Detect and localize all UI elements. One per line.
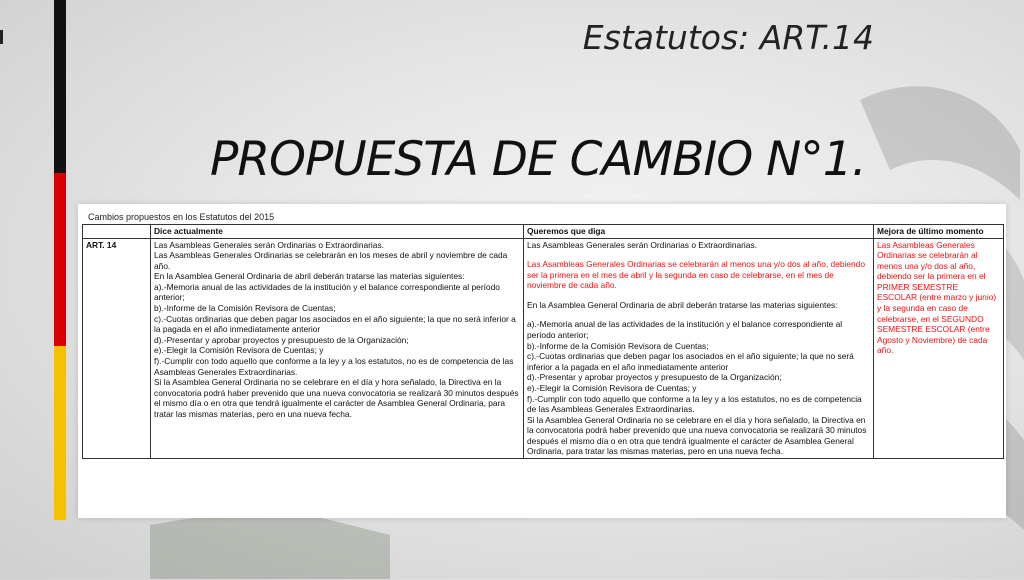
- current-line: Las Asambleas Generales Ordinarias se celebrarán en los meses de abril y noviembre de cada año.: [154, 250, 508, 271]
- column-header-wanted: Queremos que diga: [524, 225, 874, 239]
- comparison-table: [82, 224, 1004, 459]
- slide-title: PROPUESTA DE CAMBIO N°1.: [210, 132, 866, 187]
- current-text-cell: [151, 238, 524, 458]
- wanted-intro: Las Asambleas Generales serán Ordinarias o Extraordinarias.: [527, 239, 757, 250]
- wanted-item: b).-Informe de la Comisión Revisora de Cuentas;: [527, 340, 709, 351]
- wanted-text-cell: [524, 238, 874, 458]
- article-label: ART. 14: [83, 238, 151, 458]
- edge-mark: [0, 30, 3, 44]
- current-line: Si la Asamblea General Ordinaria no se celebrare en el día y hora señalado, la Directiva en la convocatoria podrá haber prevenido que una nueva convocatoria se realizará 30 minutos después el mismo día o en otra que tendrá igualmente el carácter de Asamblea General Ordinaria, para tratar las mismas materias, pero en una nueva fecha.: [154, 377, 519, 419]
- wanted-subject: En la Asamblea General Ordinaria de abril deberán tratarse las materias siguientes:: [527, 299, 838, 310]
- current-line: c).-Cuotas ordinarias que deben pagar los asociados en el año siguiente; la que no será inferior a la pagada en el año inmediatamente anterior: [154, 313, 516, 335]
- statute-document-excerpt: [78, 204, 1006, 518]
- current-line: e).-Elegir la Comisión Revisora de Cuentas; y: [154, 345, 324, 356]
- current-line: Las Asambleas Generales serán Ordinarias o Extraordinarias.: [154, 239, 384, 250]
- current-line: f).-Cumplir con todo aquello que conforme a la ley y a los estatutos, no es de competencia de las Asambleas Generales Extraordinarias.: [154, 355, 514, 377]
- wanted-item: Si la Asamblea General Ordinaria no se celebrare en el día y hora señalado, la Directiva en la convocatoria podrá haber prevenido que una nueva convocatoria se realizará 30 minutos después el mismo día o en otra que tendrá igualmente el carácter de Asamblea General Ordinaria, para tratar las mismas materias, pero en una nueva fecha.: [527, 414, 867, 457]
- slide-subtitle: Estatutos: ART.14: [582, 18, 874, 57]
- flag-yellow-band: [54, 346, 66, 520]
- current-line: a).-Memoria anual de las actividades de la institución y el balance correspondiente al período anterior;: [154, 281, 500, 303]
- document-caption: Cambios propuestos en los Estatutos del 2015: [88, 212, 275, 222]
- current-line: d).-Presentar y aprobar proyectos y presupuesto de la Organización;: [154, 334, 409, 345]
- column-header-label: [83, 225, 151, 239]
- wanted-item: d).-Presentar y aprobar proyectos y presupuesto de la Organización;: [527, 372, 782, 383]
- flag-red-band: [54, 173, 66, 346]
- flag-stripe: [54, 0, 66, 520]
- wanted-item: e).-Elegir la Comisión Revisora de Cuentas; y: [527, 382, 697, 393]
- table-header-row: [83, 225, 1004, 239]
- wanted-item: a).-Memoria anual de las actividades de la institución y el balance correspondiente al período anterior;: [527, 319, 843, 341]
- improvement-text-cell: Las Asambleas Generales Ordinarias se celebrarán al menos una y/o dos al año, debiendo ser la primera en el PRIMER SEMESTRE ESCOLAR (entre marzo y junio) y la segunda en caso de celebrarse, en el SEGUNDO SEMESTRE ESCOLAR (entre Agosto y Noviembre) de cada año.: [874, 238, 1004, 458]
- current-line: b).-Informe de la Comisión Revisora de Cuentas;: [154, 303, 336, 314]
- flag-black-band: [54, 0, 66, 173]
- table-row: [83, 238, 1004, 458]
- column-header-current: Dice actualmente: [151, 225, 524, 239]
- current-line: En la Asamblea General Ordinaria de abril deberán tratarse las materias siguientes:: [154, 271, 465, 282]
- wanted-item: c).-Cuotas ordinarias que deben pagar los asociados en el año siguiente; la que no será inferior a la pagada en el año inmediatamente anterior: [527, 351, 854, 372]
- wanted-highlight: Las Asambleas Generales Ordinarias se celebrarán al menos una y/o dos al año, debiendo ser la primera en el mes de abril y la segunda en caso de celebrarse, en el mes de noviembre de cada año.: [527, 259, 865, 291]
- column-header-improvement: Mejora de último momento: [874, 225, 1004, 239]
- wanted-item: f).-Cumplir con todo aquello que conforme a la ley y a los estatutos, no es de competencia de las Asambleas Generales Extraordinarias.: [527, 393, 862, 415]
